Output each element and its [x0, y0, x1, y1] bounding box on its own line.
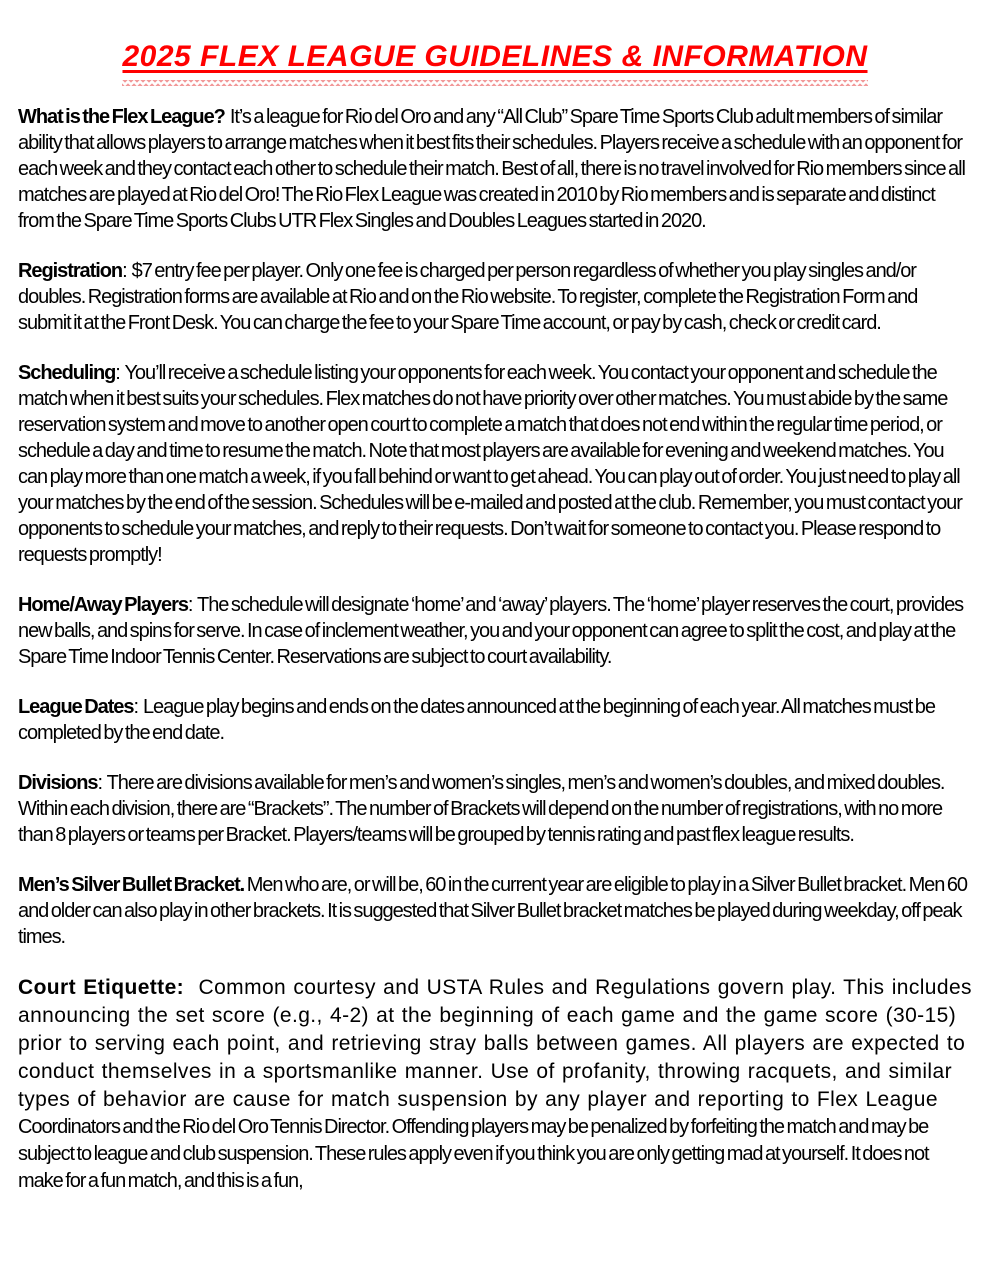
section-home-away-players	[18, 592, 972, 670]
title-squiggle-underline	[122, 80, 867, 86]
section-heading: Men’s Silver Bullet Bracket.	[18, 874, 245, 896]
section-divisions	[18, 770, 972, 848]
section-court-etiquette	[18, 974, 980, 1195]
section-heading: Home/Away Players	[18, 594, 188, 616]
section-scheduling	[18, 360, 972, 568]
section-heading: Scheduling	[18, 362, 116, 384]
section-body: The schedule will designate ‘home’ and ‘away’ players. The ‘home’ player reserves the court, provides new balls, and spins for serve. In case of inclement weather, you and your opponent can agree to split the cost, and play at the Spare Time Indoor Tennis Center. Reservations are subject to court availability.	[18, 594, 966, 668]
section-heading-separator: :	[115, 362, 120, 384]
section-heading: Registration	[18, 260, 123, 282]
section-body: It’s a league for Rio del Oro and any “All Club” Spare Time Sports Club adult members of similar ability that allows players to arrange matches when it best fits their schedules. Players receive a schedule with an opponent for each week and they contact each other to schedule their match. Best of all, there is no travel involved for Rio members since all matches are played at Rio del Oro! The Rio Flex League was created in 2010 by Rio members and is separate and distinct from the Spare Time Sports Clubs UTR Flex Singles and Doubles Leagues started in 2020.	[18, 106, 968, 232]
section-body: Men who are, or will be, 60 in the current year are eligible to play in a Silver Bullet bracket. Men 60 and older can also play in other brackets. It is suggested that Silver Bullet bracket matches be played during weekday, off peak times.	[18, 874, 970, 948]
document-title-inner	[122, 40, 867, 86]
section-body: There are divisions available for men’s and women’s singles, men’s and women’s doubles, and mixed doubles. Within each division, there are “Brackets”. The number of Brackets will depend on the number of registrations, with no more than 8 players or teams per Bracket. Players/teams will be grouped by tennis rating and past flex league results.	[18, 772, 947, 846]
document-title-text: 2025 FLEX LEAGUE GUIDELINES & INFORMATION	[122, 40, 868, 73]
section-heading-separator: :	[122, 260, 127, 282]
document-title	[18, 40, 972, 86]
section-mens-silver-bullet-bracket	[18, 872, 972, 950]
section-body: League play begins and ends on the dates announced at the beginning of each year. All matches must be completed by the end date.	[18, 696, 938, 744]
section-heading: Court Etiquette:	[18, 976, 185, 999]
section-what-is-flex-league	[18, 104, 972, 234]
section-heading-separator: :	[187, 594, 193, 616]
section-registration	[18, 258, 972, 336]
section-heading: Divisions	[18, 772, 98, 794]
section-body: $7 entry fee per player. Only one fee is charged per person regardless of whether you play singles and/or doubles. Registration forms are available at Rio and on the Rio website. To register, complete the Registration Form and submit it at the Front Desk. You can charge the fee to your Spare Time account, or pay by cash, check or credit card.	[18, 260, 920, 334]
section-heading-separator: :	[97, 772, 102, 794]
section-heading: What is the Flex League?	[18, 106, 225, 128]
section-league-dates	[18, 694, 972, 746]
section-body-wide-font: Common courtesy and USTA Rules and Regulations govern play. This includes announcing the set score (e.g., 4-2) at the beginning of each game and the game score (30-15) prior to serving each point, and retrieving stray balls between games. All players are expected to conduct themselves in a sportsmanlike manner. Use of profanity, throwing racquets, and similar types of behavior are cause for match suspension by any player and reporting to Flex League	[18, 976, 980, 1111]
section-body-narrow-font: Coordinators and the Rio del Oro Tennis Director. Offending players may be penalized by forfeiting the match and may be subject to league and club suspension. These rules apply even if you think you are only getting mad at yourself. It does not make for a fun match, and this is a fun,	[18, 1116, 932, 1192]
section-heading: League Dates	[18, 696, 134, 718]
section-body: You’ll receive a schedule listing your opponents for each week. You contact your opponent and schedule the match when it best suits your schedules. Flex matches do not have priority over other matches. You must abide by the same reservation system and move to another open court to complete a match that does not end within the regular time period, or schedule a day and time to resume the match. Note that most players are available for evening and weekend matches. You can play more than one match a week, if you fall behind or want to get ahead. You can play out of order. You just need to play all your matches by the end of the session. Schedules will be e-mailed and posted at the club. Remember, you must contact your opponents to schedule your matches, and reply to their requests. Don’t wait for someone to contact you. Please respond to requests promptly!	[18, 362, 965, 566]
section-heading-separator: :	[133, 696, 138, 718]
